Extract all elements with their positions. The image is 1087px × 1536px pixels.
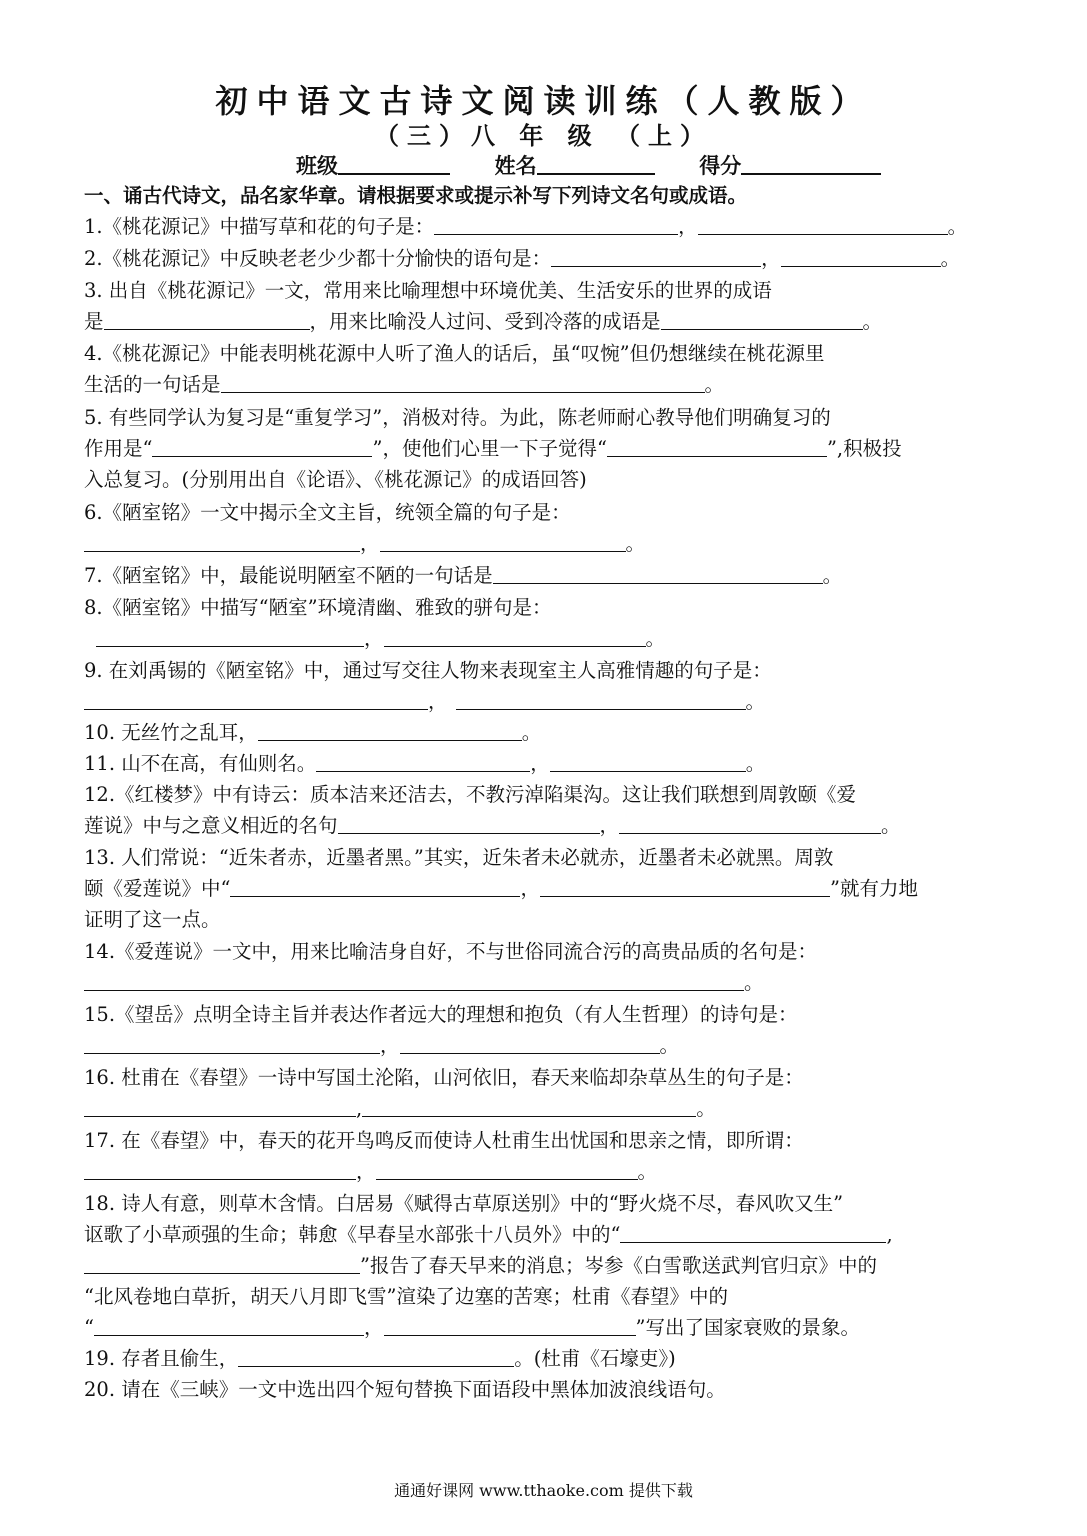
answer-blank[interactable] (607, 438, 827, 457)
answer-blank[interactable] (551, 248, 761, 267)
answer-blank[interactable] (84, 1035, 380, 1054)
answer-blank[interactable] (94, 1317, 364, 1336)
question-8: 8.《陋室铭》中描写“陋室”环境清幽、雅致的骈句是： (84, 596, 552, 619)
question-12-cont: 莲说》中与之意义相近的名句 ， 。 (84, 814, 901, 837)
answer-blank[interactable] (540, 878, 830, 897)
name-label: 姓名 (494, 153, 537, 178)
answer-blank[interactable] (84, 533, 360, 552)
question-13-cont: 颐《爱莲说》中“ ， ”就有力地 (84, 877, 918, 900)
page-subtitle: （三）八 年 级 （上） (374, 121, 713, 150)
page-title: 初中语文古诗文阅读训练（人教版） (215, 82, 872, 120)
answer-blank[interactable] (238, 1348, 514, 1367)
question-15: 15.《望岳》点明全诗主旨并表达作者远大的理想和抱负（有人生哲理）的诗句是： (84, 1003, 798, 1026)
question-5-cont2: 入总复习。(分别用出自《论语》、《桃花源记》的成语回答) (84, 468, 587, 491)
answer-blank[interactable] (258, 722, 522, 741)
question-14-answer: 。 (84, 970, 764, 996)
score-field[interactable] (741, 155, 881, 175)
question-9: 9. 在刘禹锡的《陋室铭》中，通过写交往人物来表现室主人高雅情趣的句子是： (84, 659, 772, 682)
answer-blank[interactable] (400, 1035, 660, 1054)
question-11: 11. 山不在高，有仙则名。 ， 。 (84, 752, 766, 775)
question-18-cont4: “ ， ”写出了国家衰败的景象。 (84, 1316, 860, 1339)
question-4: 4.《桃花源记》中能表明桃花源中人听了渔人的话后，虽“叹惋”但仍想继续在桃花源里 (84, 342, 825, 365)
question-3-cont: 是 ，用来比喻没人过问、受到冷落的成语是 。 (84, 310, 883, 333)
answer-blank[interactable] (84, 691, 428, 710)
answer-blank[interactable] (620, 1224, 886, 1243)
score-label: 得分 (699, 153, 742, 178)
question-13-cont2: 证明了这一点。 (84, 908, 221, 931)
question-4-cont: 生活的一句话是 。 (84, 373, 725, 396)
footer-credit: 通通好课网 www.tthaoke.com 提供下载 (394, 1481, 693, 1500)
answer-blank[interactable] (362, 1098, 696, 1117)
question-7: 7.《陋室铭》中，最能说明陋室不陋的一句话是 。 (84, 564, 843, 587)
question-8-answers: ， 。 (96, 626, 665, 652)
answer-blank[interactable] (84, 1161, 356, 1180)
answer-blank[interactable] (84, 1255, 360, 1274)
question-6: 6.《陋室铭》一文中揭示全文主旨，统领全篇的句子是： (84, 501, 571, 524)
question-5: 5. 有些同学认为复习是“重复学习”，消极对待。为此，陈老师耐心教导他们明确复习的 (84, 406, 831, 429)
question-2: 2.《桃花源记》中反映老老少少都十分愉快的语句是： ， 。 (84, 247, 961, 270)
question-13: 13. 人们常说：“近朱者赤，近墨者黑。”其实，近朱者未必就赤，近墨者未必就黑。周敦 (84, 846, 834, 869)
question-1: 1.《桃花源记》中描写草和花的句子是： ， 。 (84, 215, 968, 238)
answer-blank[interactable] (96, 628, 364, 647)
answer-blank[interactable] (698, 216, 948, 235)
question-14: 14.《爱莲说》一文中，用来比喻洁身自好，不与世俗同流合污的高贵品质的名句是： (84, 940, 818, 963)
name-field[interactable] (537, 155, 655, 175)
question-18-cont3: “北风卷地白草折，胡天八月即飞雪”渲染了边塞的苦寒；杜甫《春望》中的 (84, 1285, 728, 1308)
question-12: 12.《红楼梦》中有诗云：质本洁来还洁去，不教污淖陷渠沟。这让我们联想到周敦颐《爱 (84, 783, 857, 806)
question-9-answers: ， 。 (84, 689, 765, 715)
answer-blank[interactable] (661, 311, 863, 330)
question-6-answers: ， 。 (84, 531, 645, 557)
answer-blank[interactable] (230, 878, 520, 897)
answer-blank[interactable] (338, 815, 600, 834)
answer-blank[interactable] (84, 1098, 356, 1117)
question-20: 20. 请在《三峡》一文中选出四个短句替换下面语段中黑体加波浪线语句。 (84, 1378, 726, 1401)
answer-blank[interactable] (104, 311, 310, 330)
answer-blank[interactable] (781, 248, 941, 267)
question-10: 10. 无丝竹之乱耳， 。 (84, 721, 542, 744)
question-19: 19. 存者且偷生， 。(杜甫《石壕吏》) (84, 1347, 676, 1370)
class-label: 班级 (296, 153, 338, 178)
answer-blank[interactable] (316, 753, 530, 772)
answer-blank[interactable] (152, 438, 372, 457)
question-15-answers: ， 。 (84, 1033, 679, 1059)
question-18-cont: 讴歌了小草顽强的生命；韩愈《早春呈水部张十八员外》中的“ , (84, 1223, 893, 1246)
question-16-answers: , 。 (84, 1096, 716, 1122)
answer-blank[interactable] (376, 1161, 638, 1180)
answer-blank[interactable] (84, 972, 744, 991)
question-5-cont: 作用是“ ”，使他们心里一下子觉得“ ”,积极投 (84, 437, 902, 460)
question-3: 3. 出自《桃花源记》一文，常用来比喻理想中环境优美、生活安乐的世界的成语 (84, 279, 772, 302)
question-16: 16. 杜甫在《春望》一诗中写国土沦陷，山河依旧，春天来临却杂草丛生的句子是： (84, 1066, 804, 1089)
question-17: 17. 在《春望》中，春天的花开鸟鸣反而使诗人杜甫生出忧国和思亲之情，即所谓： (84, 1129, 804, 1152)
answer-blank[interactable] (550, 753, 746, 772)
answer-blank[interactable] (493, 565, 823, 584)
class-field[interactable] (338, 155, 450, 175)
student-info-row (296, 150, 881, 180)
answer-blank[interactable] (221, 374, 705, 393)
question-18-cont2: ”报告了春天早来的消息；岑参《白雪歌送武判官归京》中的 (84, 1253, 877, 1279)
answer-blank[interactable] (619, 815, 881, 834)
answer-blank[interactable] (434, 216, 678, 235)
question-17-answers: ， 。 (84, 1159, 657, 1185)
answer-blank[interactable] (456, 691, 746, 710)
question-18: 18. 诗人有意，则草木含情。白居易《赋得古草原送别》中的“野火烧不尽，春风吹又生” (84, 1192, 844, 1215)
answer-blank[interactable] (384, 1317, 636, 1336)
section-heading: 一、诵古代诗文，品名家华章。请根据要求或提示补写下列诗文名句或成语。 (84, 184, 748, 207)
answer-blank[interactable] (384, 628, 646, 647)
answer-blank[interactable] (380, 533, 626, 552)
